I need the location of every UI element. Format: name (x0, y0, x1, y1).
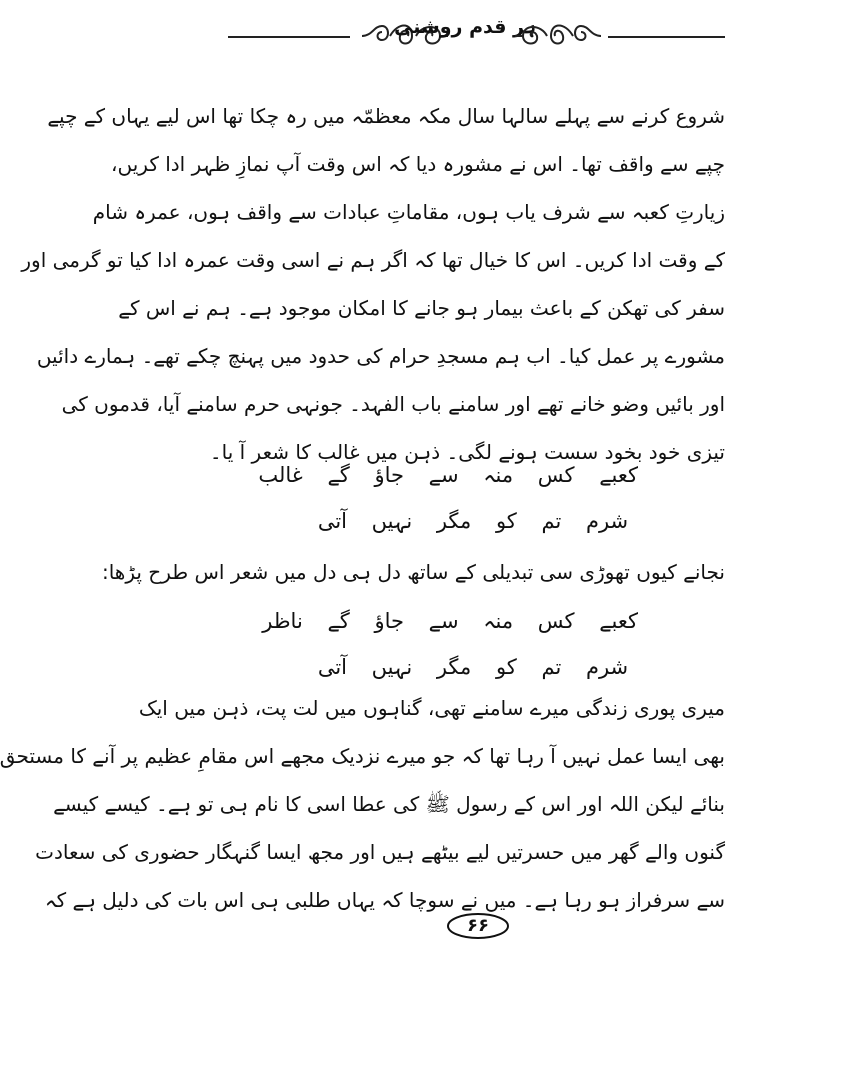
text-line: بنائے لیکن اللہ اور اس کے رسول ﷺ کی عطا اسی کا نام ہی تو ہے۔ کیسے کیسے (53, 792, 725, 816)
text-line: چپے سے واقف تھا۔ اس نے مشورہ دیا کہ اس وقت آپ نمازِ ظہر ادا کریں، (111, 152, 725, 176)
text-line: سفر کی تھکن کے باعث بیمار ہو جانے کا امکان موجود ہے۔ ہم نے اس کے (118, 296, 725, 320)
header-rule-left (228, 36, 350, 38)
text-line: مشورے پر عمل کیا۔ اب ہم مسجدِ حرام کی حدود میں پہنچ چکے تھے۔ ہمارے دائیں (36, 344, 725, 368)
prose-block-1 (21, 92, 725, 476)
text-line: تیزی خود بخود سست ہونے لگی۔ ذہن میں غالب کا شعر آ یا۔ (209, 440, 725, 464)
couplet-intro-line: نجانے کیوں تھوڑی سی تبدیلی کے ساتھ دل ہی دل میں شعر اس طرح پڑھا: (101, 560, 725, 584)
text-line: کے وقت ادا کریں۔ اس کا خیال تھا کہ اگر ہم نے اسی وقت عمرہ ادا کیا تو گرمی اور (21, 248, 725, 272)
running-header-title: ہر قدم روشنی (394, 16, 536, 38)
text-line: زیارتِ کعبہ سے شرف یاب ہوں، مقاماتِ عبادات سے واقف ہوں، عمرہ شام (92, 200, 725, 224)
page-number: ۶۶ (467, 915, 489, 936)
couplet-ghalib (258, 452, 638, 544)
couplet-line-1: کعبے کس منہ سے جاؤ گے غالب (258, 463, 638, 487)
page-number-badge (446, 912, 510, 940)
couplet-line-2: شرم تم کو مگر نہیں آتی (317, 655, 629, 679)
text-line: سے سرفراز ہو رہا ہے۔ میں نے سوچا کہ یہاں طلبی ہی اس بات کی دلیل ہے کہ (44, 888, 725, 912)
couplet-line-1: کعبے کس منہ سے جاؤ گے ناظر (262, 609, 638, 633)
header-rule-right (608, 36, 725, 38)
text-line: گنوں والے گھر میں حسرتیں لیے بیٹھے ہیں اور مجھ ایسا گنہگار حضوری کی سعادت (35, 840, 725, 864)
text-line: میری پوری زندگی میرے سامنے تھی، گناہوں میں لت پت، ذہن میں ایک (138, 696, 725, 720)
text-line: اور بائیں وضو خانے تھے اور سامنے باب الفہد۔ جونہی حرم سامنے آیا، قدموں کی (61, 392, 725, 416)
prose-block-2 (0, 684, 725, 924)
couplet-line-2: شرم تم کو مگر نہیں آتی (317, 509, 629, 533)
couplet-nazir (262, 598, 638, 690)
header-flourish-right-icon (513, 12, 603, 58)
text-line: بھی ایسا عمل نہیں آ رہا تھا کہ جو میرے نزدیک مجھے اس مقامِ عظیم پر آنے کا مستحق (0, 744, 725, 768)
text-line: شروع کرنے سے پہلے سالہا سال مکہ معظمّہ میں رہ چکا تھا اس لیے یہاں کے چپے (47, 104, 725, 128)
